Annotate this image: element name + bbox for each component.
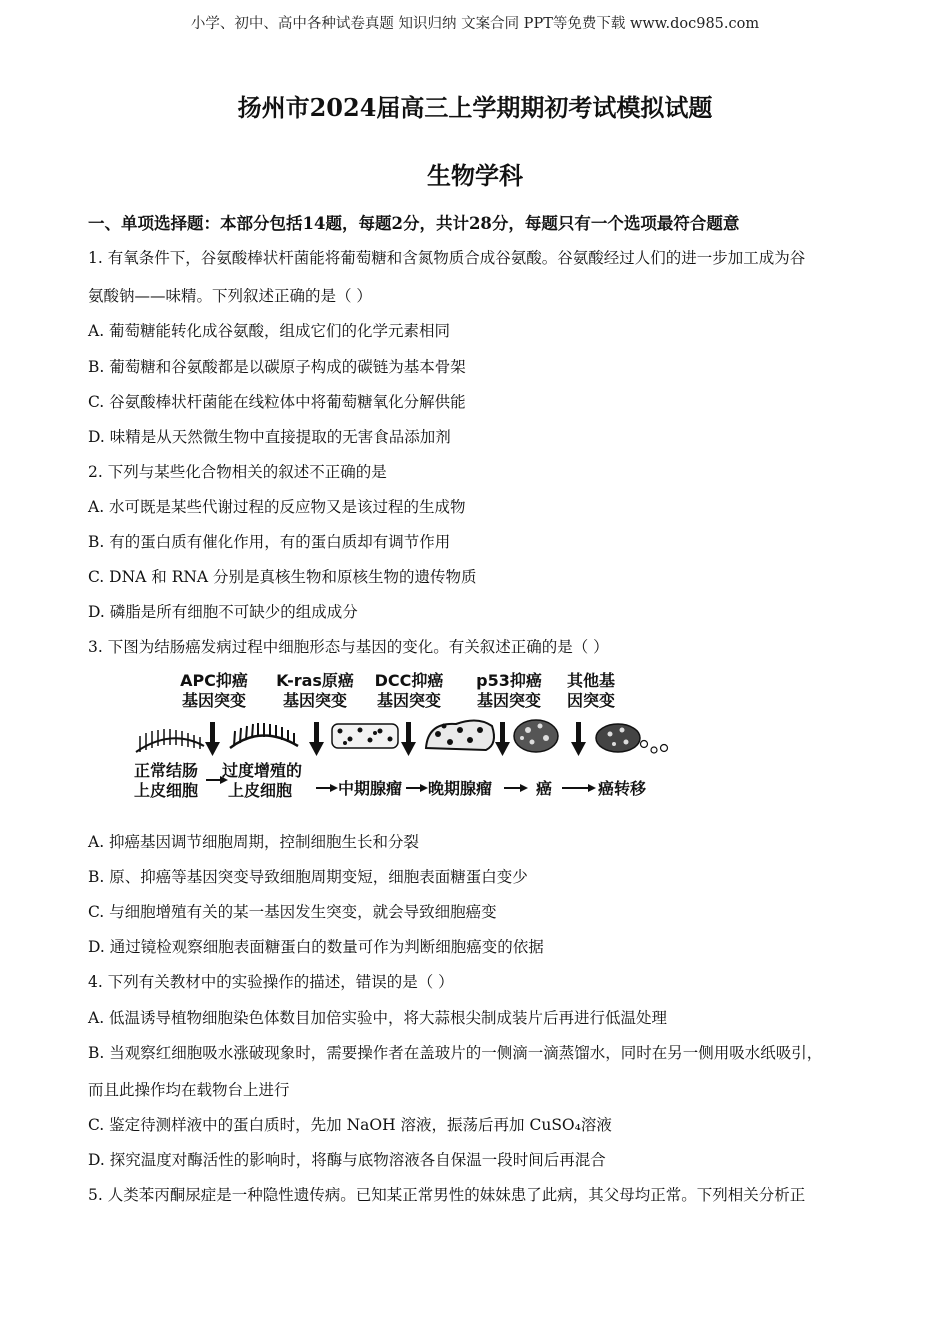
colon-cancer-diagram bbox=[126, 664, 674, 806]
gene-label-apc: APC抑癌 bbox=[180, 671, 248, 690]
q4-option-d: D. 探究温度对酶活性的影响时，将酶与底物溶液各自保温一段时间后再混合 bbox=[88, 1151, 606, 1169]
carcinoma-cells bbox=[514, 720, 558, 752]
subject-title: 生物学科 bbox=[427, 161, 523, 190]
q1-option-c: C. 谷氨酸棒状杆菌能在线粒体中将葡萄糖氧化分解供能 bbox=[88, 393, 466, 411]
q1-option-d: D. 味精是从天然微生物中直接提取的无害食品添加剂 bbox=[88, 428, 451, 446]
mid-adenoma-cells bbox=[332, 724, 398, 748]
arrow-down-icon bbox=[495, 722, 510, 756]
stage-normal-label: 正常结肠 bbox=[134, 761, 199, 780]
stage-hyper-label: 过度增殖的 bbox=[222, 761, 303, 780]
gene-label-kras-2: 基因突变 bbox=[282, 691, 348, 710]
exam-title: 扬州市2024届高三上学期期初考试模拟试题 bbox=[237, 93, 713, 122]
gene-label-other: 其他基 bbox=[566, 671, 616, 690]
arrow-right-icon bbox=[520, 784, 528, 792]
q1-option-b: B. 葡萄糖和谷氨酸都是以碳原子构成的碳链为基本骨架 bbox=[88, 358, 466, 376]
q1-option-a: A. 葡萄糖能转化成谷氨酸，组成它们的化学元素相同 bbox=[88, 322, 451, 340]
stage-cancer-label: 癌 bbox=[536, 779, 553, 798]
gene-label-dcc-2: 基因突变 bbox=[376, 691, 442, 710]
gene-label-dcc: DCC抑癌 bbox=[374, 671, 444, 690]
arrow-down-icon bbox=[309, 722, 324, 756]
q4-option-b-cont: 而且此操作均在载物台上进行 bbox=[88, 1081, 290, 1099]
q5-stem: 5. 人类苯丙酮尿症是一种隐性遗传病。已知某正常男性的妹妹患了此病，其父母均正常。下列相关分析正 bbox=[88, 1186, 806, 1204]
q2-option-b: B. 有的蛋白质有催化作用，有的蛋白质却有调节作用 bbox=[88, 533, 451, 551]
q1-stem: 1. 有氧条件下，谷氨酸棒状杆菌能将葡萄糖和含氮物质合成谷氨酸。谷氨酸经过人们的进一步加工成为谷 bbox=[88, 249, 806, 267]
q1-stem-cont: 氨酸钠——味精。下列叙述正确的是（ ） bbox=[88, 287, 372, 305]
gene-label-p53-2: 基因突变 bbox=[476, 691, 542, 710]
arrow-down-icon bbox=[571, 722, 586, 756]
stage-normal-label-2: 上皮细胞 bbox=[134, 781, 199, 800]
late-adenoma-cells bbox=[426, 720, 494, 750]
metastasis-cells bbox=[596, 724, 668, 753]
q2-stem: 2. 下列与某些化合物相关的叙述不正确的是 bbox=[88, 463, 387, 481]
arrow-down-icon bbox=[401, 722, 416, 756]
q3-option-b: B. 原、抑癌等基因突变导致细胞周期变短，细胞表面糖蛋白变少 bbox=[88, 868, 528, 886]
q4-option-a: A. 低温诱导植物细胞染色体数目加倍实验中，将大蒜根尖制成装片后再进行低温处理 bbox=[88, 1009, 668, 1027]
hyperproliferative-cells bbox=[230, 723, 298, 748]
stage-hyper-label-2: 上皮细胞 bbox=[228, 781, 293, 800]
q4-option-c: C. 鉴定待测样液中的蛋白质时，先加 NaOH 溶液，振荡后再加 CuSO₄溶液 bbox=[88, 1116, 612, 1134]
page-header: 小学、初中、高中各种试卷真题 知识归纳 文案合同 PPT等免费下载 www.doc985.com bbox=[190, 16, 760, 32]
q3-stem: 3. 下图为结肠癌发病过程中细胞形态与基因的变化。有关叙述正确的是（ ） bbox=[88, 638, 609, 656]
q2-option-c: C. DNA 和 RNA 分别是真核生物和原核生物的遗传物质 bbox=[88, 568, 477, 586]
arrow-right-icon bbox=[588, 784, 596, 792]
q2-option-d: D. 磷脂是所有细胞不可缺少的组成成分 bbox=[88, 603, 358, 621]
stage-metastasis-label: 癌转移 bbox=[598, 779, 647, 798]
arrow-right-icon bbox=[330, 784, 338, 792]
q3-option-a: A. 抑癌基因调节细胞周期，控制细胞生长和分裂 bbox=[88, 833, 420, 851]
stage-mid-adenoma-label: 中期腺瘤 bbox=[338, 779, 403, 798]
q4-option-b: B. 当观察红细胞吸水涨破现象时，需要操作者在盖玻片的一侧滴一滴蒸馏水，同时在另一侧用吸水纸吸引， bbox=[88, 1044, 823, 1062]
q3-option-d: D. 通过镜检观察细胞表面糖蛋白的数量可作为判断细胞癌变的依据 bbox=[88, 938, 544, 956]
arrow-right-icon bbox=[420, 784, 428, 792]
stage-late-adenoma-label: 晚期腺瘤 bbox=[428, 779, 493, 798]
gene-label-p53: p53抑癌 bbox=[476, 671, 542, 690]
normal-epithelium-cells bbox=[136, 729, 204, 752]
section-heading: 一、单项选择题：本部分包括14题，每题2分，共计28分，每题只有一个选项最符合题意 bbox=[88, 214, 740, 233]
gene-label-kras: K-ras原癌 bbox=[276, 671, 354, 690]
gene-label-other-2: 因突变 bbox=[566, 691, 616, 710]
q3-option-c: C. 与细胞增殖有关的某一基因发生突变，就会导致细胞癌变 bbox=[88, 903, 497, 921]
gene-label-apc-2: 基因突变 bbox=[181, 691, 247, 710]
q2-option-a: A. 水可既是某些代谢过程的反应物又是该过程的生成物 bbox=[88, 498, 466, 516]
q4-stem: 4. 下列有关教材中的实验操作的描述，错误的是（ ） bbox=[88, 973, 454, 991]
arrow-down-icon bbox=[205, 722, 220, 756]
